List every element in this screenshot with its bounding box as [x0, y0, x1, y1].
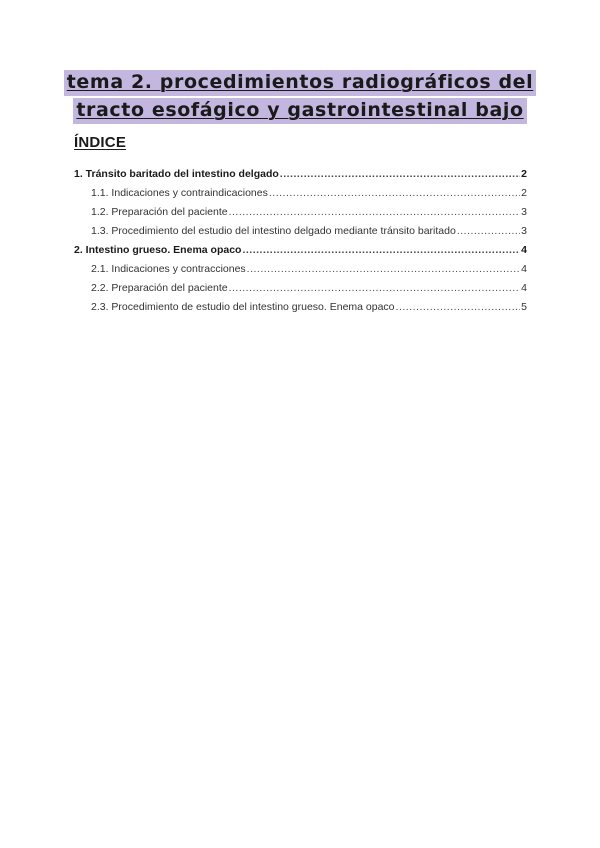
- toc-entry-text: 1.3. Procedimiento del estudio del intestino delgado mediante tránsito baritado: [91, 225, 456, 237]
- toc-dot-leader: [229, 279, 521, 298]
- toc-entry[interactable]: [74, 298, 527, 317]
- toc-page-number: 3: [521, 225, 527, 237]
- toc-entry-text: 2.1. Indicaciones y contracciones: [91, 263, 246, 275]
- toc-entry-text: 2.2. Preparación del paciente: [91, 282, 228, 294]
- toc-page-number: 3: [521, 206, 527, 218]
- toc-dot-leader: [396, 298, 521, 317]
- toc-dot-leader: [457, 222, 520, 241]
- title-line-1: tema 2. procedimientos radiográficos del: [64, 70, 537, 96]
- toc-entry-text: 1.1. Indicaciones y contraindicaciones: [91, 187, 268, 199]
- toc-entry[interactable]: [74, 165, 527, 184]
- toc-dot-leader: [247, 260, 520, 279]
- toc-entry[interactable]: [74, 203, 527, 222]
- toc-page-number: 2: [521, 187, 527, 199]
- toc-dot-leader: [229, 203, 521, 222]
- table-of-contents: [74, 165, 527, 317]
- toc-entry[interactable]: [74, 184, 527, 203]
- toc-entry-text: 1. Tránsito baritado del intestino delgado: [74, 168, 279, 180]
- toc-entry[interactable]: [74, 222, 527, 241]
- toc-page-number: 4: [521, 282, 527, 294]
- toc-dot-leader: [280, 165, 520, 184]
- toc-entry[interactable]: [74, 241, 527, 260]
- toc-page-number: 4: [521, 244, 527, 256]
- document-title: [0, 70, 600, 124]
- toc-dot-leader: [242, 241, 520, 260]
- toc-page-number: 2: [521, 168, 527, 180]
- toc-entry[interactable]: [74, 260, 527, 279]
- index-heading: ÍNDICE: [74, 134, 127, 151]
- toc-entry-text: 2. Intestino grueso. Enema opaco: [74, 244, 242, 256]
- toc-entry-text: 1.2. Preparación del paciente: [91, 206, 228, 218]
- toc-entry-text: 2.3. Procedimiento de estudio del intestino grueso. Enema opaco: [91, 301, 395, 313]
- title-line-2: tracto esofágico y gastrointestinal bajo: [73, 98, 526, 124]
- toc-entry[interactable]: [74, 279, 527, 298]
- toc-page-number: 4: [521, 263, 527, 275]
- toc-dot-leader: [269, 184, 520, 203]
- toc-page-number: 5: [521, 301, 527, 313]
